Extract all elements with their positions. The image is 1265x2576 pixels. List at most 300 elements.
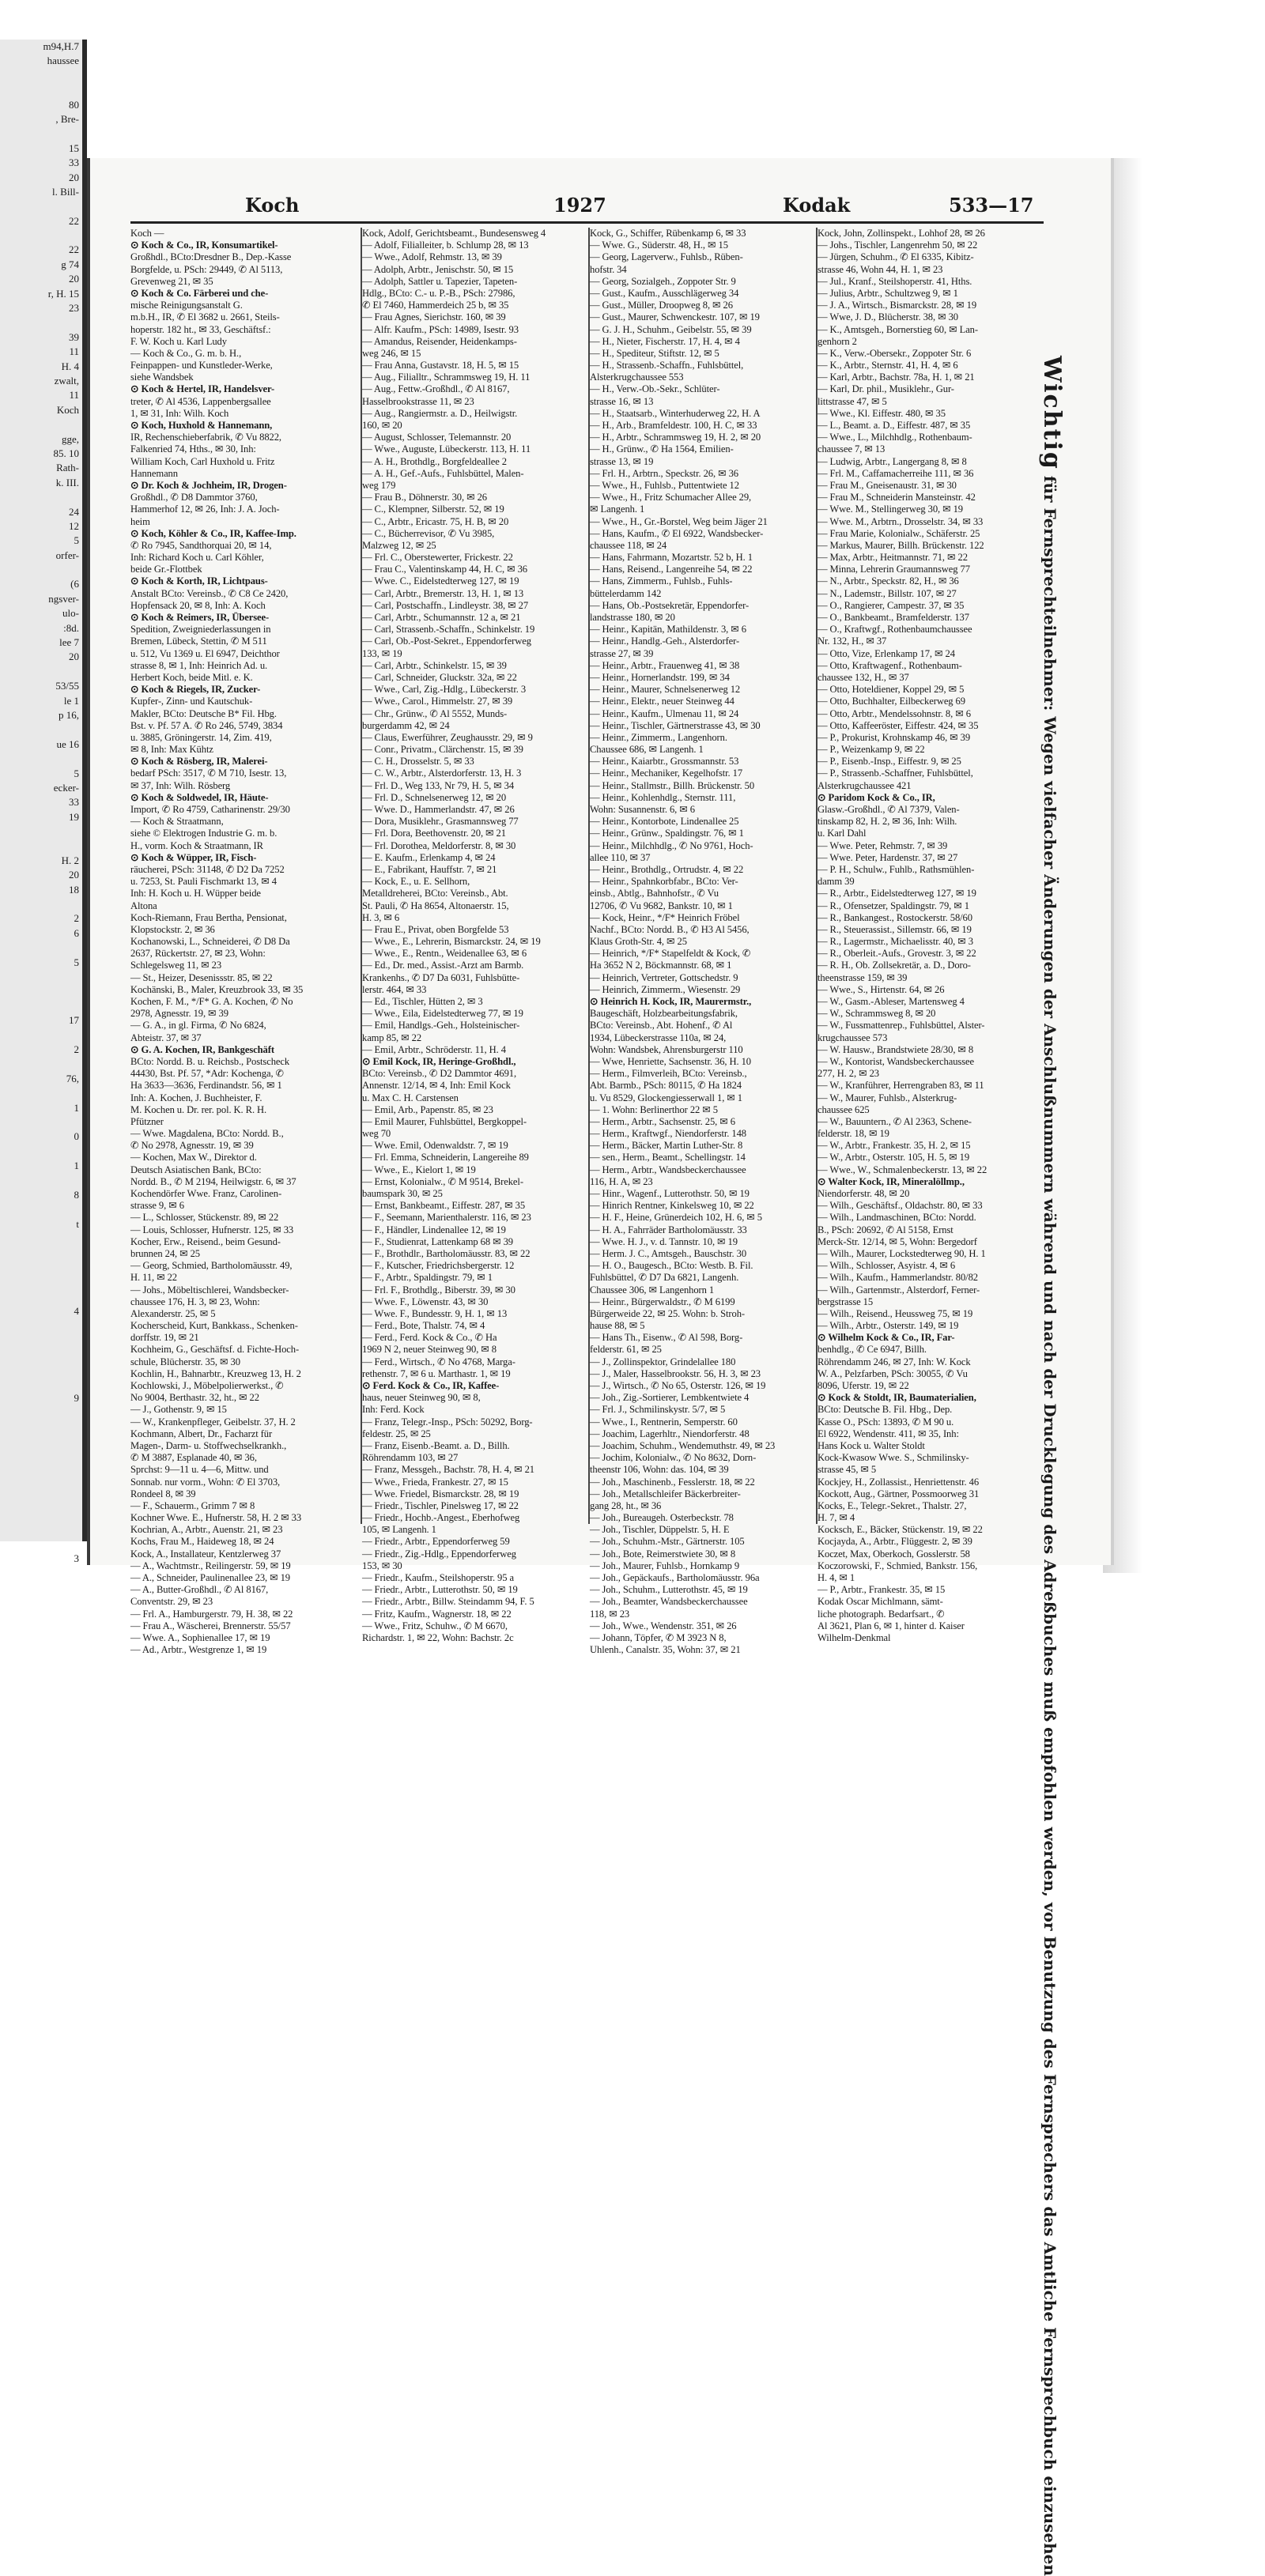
previous-page-line [0,665,82,679]
directory-entry-line: felderstr. 61, ✉ 25 [590,1344,662,1356]
directory-entry-line: — Ernst, Kolonialw., ✆ M 9514, Brekel- [362,1175,523,1187]
directory-entry-line: ⊙ Koch & Rösberg, IR, Malerei- [130,756,268,768]
previous-page-line: 2 [74,912,79,925]
directory-entry-line: — Hans, Fahrmann, Mozartstr. 52 b, H. 1 [590,552,753,564]
directory-entry-line: — Carl, Strassenb.-Schaffn., Schinkelstr. 19 [362,624,535,636]
directory-entry-line: Altona [130,900,157,911]
directory-entry-line: — Heinr., Brothdlg., Ortrudstr. 4, ✉ 22 [590,863,744,875]
directory-entry-line: ✉ Langenh. 1 [590,504,645,515]
previous-page-line: 0 [74,1130,79,1143]
directory-entry-line: ✆ No 2978, Agnesstr. 19, ✉ 39 [130,1140,254,1152]
directory-entry-line: u. 512, Vu 1369 u. El 6947, Deichthor [130,647,280,659]
directory-entry-line: — Wilh., Maurer, Lockstedterweg 90, H. 1 [818,1247,986,1259]
directory-entry-line: 118, ✉ 23 [590,1608,630,1620]
directory-entry-line: Inh: A. Kochen, J. Buchheister, F. [130,1092,262,1103]
directory-entry-line: Malzweg 12, ✉ 25 [362,539,436,551]
directory-entry-line: — Frau Agnes, Sierichstr. 160, ✉ 39 [362,311,506,323]
directory-entry-line: — P., Arbtr., Frankestr. 35, ✉ 15 [818,1584,946,1596]
column-1 [130,228,358,1656]
directory-entry-line: Wohn: Susannenstr. 6, ✉ 6 [590,804,695,815]
directory-entry-line: ⊙ Dr. Koch & Jochheim, IR, Drogen- [130,479,287,491]
previous-page-line: ue 16 [56,737,79,750]
directory-entry-line: BCto: Vereinsb., ✆ D2 Dammtor 4691, [362,1068,517,1080]
directory-entry-line: hofstr. 34 [590,263,627,275]
previous-page-line: ecker- [53,781,79,794]
directory-entry-line: — Kock, Heinr., */F* Heinrich Fröbel [590,911,740,923]
previous-page-line [0,1231,82,1246]
column-4 [818,228,1023,1643]
directory-entry-line: — Aug., Fettw.-Großhdl., ✆ Al 8167, [362,383,510,395]
previous-page-line: 5 [74,534,79,547]
directory-entry-line: — K., Amtsgeh., Bornerstieg 60, ✉ Lan- [818,323,978,335]
directory-entry-line: ⊙ Walter Kock, IR, Mineralöllmp., [818,1175,965,1187]
previous-page-line [0,752,82,766]
directory-entry-line: — Joh., Maurer, Fuhlsb., Hornkamp 9 [590,1560,740,1571]
directory-entry-line: u. 3885, Gröningerstr. 14, Zim. 419, [130,731,272,743]
previous-page-line [0,1275,82,1289]
directory-entry-line: — Friedr., Kaufm., Steilshoperstr. 95 a [362,1572,514,1583]
previous-page-line: 5 [74,956,79,968]
directory-entry-line: — A. H., Brothdlg., Borgfeldeallee 2 [362,455,507,467]
directory-entry-line: — Frau C., Valentinskamp 44, H. C, ✉ 36 [362,564,527,575]
directory-entry-line: Kock, G., Schiffer, Rübenkamp 6, ✉ 33 [590,228,746,239]
directory-entry-line: Koczorowski, F., Schmied, Bankstr. 156, [818,1560,978,1571]
previous-page-line: , Bre- [55,112,79,125]
directory-entry-line: — L., Beamt. a. D., Eiffestr. 487, ✉ 35 [818,420,971,431]
directory-entry-line: Uhlenh., Canalstr. 35, Wohn: 37, ✉ 21 [590,1644,741,1656]
directory-entry-line: ⊙ Wilhelm Kock & Co., IR, Far- [818,1332,955,1344]
directory-entry-line: Hannemann [130,467,178,479]
previous-page-line: ngsver- [48,592,79,605]
previous-page-line [0,941,82,955]
directory-entry-line: 12706, ✆ Vu 9682, Bankstr. 10, ✉ 1 [590,900,733,911]
directory-entry-line: No 9004, Berthastr. 32, ht., ✉ 22 [130,1392,259,1404]
directory-entry-line: rethenstr. 7, ✉ 6 u. Marthastr. 1, ✉ 19 [362,1367,511,1379]
directory-entry-line: — N., Lademstr., Billstr. 107, ✉ 27 [818,587,957,599]
directory-entry-line: schule, Blücherstr. 35, ✉ 30 [130,1356,240,1367]
directory-entry-line: — E., Fabrikant, Hauffstr. 7, ✉ 21 [362,863,497,875]
directory-entry-line: H., vorm. Koch & Straatmann, IR [130,839,263,851]
directory-entry-line: — Hinr., Wagenf., Lutterothstr. 50, ✉ 19 [590,1188,750,1199]
directory-entry-line: Hans Kock u. Walter Stoldt [818,1439,925,1451]
directory-entry-line: Falkenried 74, Hths., ✉ 30, Inh: [130,443,256,455]
directory-entry-line: — R., Ofensetzer, Spaldingstr. 79, ✉ 1 [818,900,969,911]
directory-entry-line: — W., Maurer, Fuhlsb., Alsterkrug- [818,1092,957,1103]
directory-entry-line: — Wwe. Magdalena, BCto: Nordd. B., [130,1128,284,1140]
directory-entry-line: — F., Arbtr., Spaldingstr. 79, ✉ 1 [362,1272,493,1284]
previous-page-line [0,1145,82,1159]
previous-page-line: 33 [69,796,79,809]
previous-page-line: l. Bill- [52,185,79,198]
directory-entry-line: — Ludwig, Arbtr., Langergang 8, ✉ 8 [818,455,967,467]
directory-entry-line: — Wwe. M., Stellingerweg 30, ✉ 19 [818,504,964,515]
directory-entry-line: — Aug., Filialltr., Schrammsweg 19, H. 11 [362,372,531,383]
directory-entry-line: El 6922, Wendenstr. 411, ✉ 35, Inh: [818,1428,959,1439]
directory-entry-line: — F., Seemann, Marienthalerstr. 116, ✉ 23 [362,1212,531,1224]
previous-page-line [0,1290,82,1304]
directory-entry-line: — Dora, Musiklehr., Grasmannsweg 77 [362,816,519,828]
directory-entry-line: — Aug., Rangiermstr. a. D., Heilwigstr. [362,407,518,419]
directory-entry-line: — Frl. M., Caffamacherreihe 111, ✉ 36 [818,467,974,479]
directory-entry-line: 2978, Agnesstr. 19, ✉ 39 [130,1008,228,1020]
directory-entry-line: ✉ 8, Inh: Max Kühtz [130,744,213,756]
directory-entry-line: einsb., Abtlg., Bahnhofstr., ✆ Vu [590,888,719,900]
directory-entry-line: strasse 13, ✉ 19 [590,455,654,467]
directory-entry-line: — Wwe., Adolf, Rehmstr. 13, ✉ 39 [362,251,502,263]
directory-entry-line: — G. J. H., Schuhm., Geibelstr. 55, ✉ 39 [590,323,752,335]
directory-entry-line: — Carl, Ob.-Post-Sekret., Eppendorferweg [362,636,531,647]
directory-entry-line: Inh: Richard Koch u. Carl Köhler, [130,552,264,564]
directory-entry-line: chaussee 625 [818,1103,870,1115]
directory-entry-line: 116, H. A, ✉ 23 [590,1175,653,1187]
directory-entry-line: — Wwe., Kl. Eiffestr. 480, ✉ 35 [818,407,946,419]
directory-entry-line: Wilhelm-Denkmal [818,1631,891,1643]
previous-page-line [0,1479,82,1493]
previous-page-line [0,199,82,213]
directory-entry-line: Kochs, Frau M., Haideweg 18, ✉ 24 [130,1536,274,1548]
directory-entry-line: — F., Kutscher, Friedrichsbergerstr. 12 [362,1260,515,1272]
previous-page-line: 9 [74,1392,79,1405]
directory-entry-line: strasse 27, ✉ 39 [590,647,654,659]
directory-entry-line: krugchaussee 573 [818,1032,888,1043]
directory-entry-line: chaussee 7, ✉ 13 [818,443,886,455]
directory-entry-line: Import, ✆ Ro 4759, Catharinenstr. 29/30 [130,804,290,815]
directory-entry-line: — Hans, Ob.-Postsekretär, Eppendorfer- [590,599,750,611]
directory-entry-line: — R., Lagermstr., Michaelisstr. 40, ✉ 3 [818,936,973,948]
previous-page-line: 20 [69,273,79,285]
directory-entry-line: — H., Strassenb.-Schaffn., Fuhlsbüttel, [590,360,744,372]
directory-entry-line: damm 39 [818,876,855,888]
previous-page-line: :8d. [63,621,79,634]
directory-entry-line: — Louis, Schlosser, Hufnerstr. 125, ✉ 33 [130,1224,294,1235]
previous-page-line [0,1435,82,1450]
previous-page-line: 12 [69,519,79,532]
directory-entry-line: 8096, Uferstr. 19, ✉ 22 [818,1380,909,1391]
directory-entry-line: Richardstr. 1, ✉ 22, Wohn: Bachstr. 2c [362,1631,514,1643]
directory-entry-line: — Ad., Arbtr., Westgrenze 1, ✉ 19 [130,1644,267,1656]
directory-entry-line: — Wilh., Arbtr., Osterstr. 149, ✉ 19 [818,1320,959,1332]
directory-entry-line: ⊙ Ferd. Kock & Co., IR, Kaffee- [362,1380,500,1391]
directory-entry-line: — Frau M., Gneisenaustr. 31, ✉ 30 [818,479,957,491]
directory-entry-line: ⊙ Koch & Korth, IR, Lichtpaus- [130,575,268,587]
directory-entry-line: Chaussee 306, ✉ Langenhorn 1 [590,1284,715,1296]
directory-entry-line: — Frl. A., Hamburgerstr. 79, H. 38, ✉ 22 [130,1608,293,1620]
previous-page-line: 22 [69,243,79,256]
directory-entry-line: — W., Schrammsweg 8, ✉ 20 [818,1008,936,1020]
directory-entry-line: — Frl. D., Schnelsenerweg 12, ✉ 20 [362,791,507,803]
directory-entry-line: — Georg, Lagerverw., Fuhlsb., Rüben- [590,251,743,263]
directory-entry-line: — H., Nieter, Fischerstr. 17, H. 4, ✉ 4 [590,335,740,347]
directory-entry-line: — Markus, Maurer, Billh. Brückenstr. 122 [818,539,984,551]
directory-entry-line: — Heinr., Spahnkorbfabr., BCto: Ver- [590,876,738,888]
directory-entry-line: — J. A., Wirtsch., Bismarckstr. 28, ✉ 19 [818,300,977,311]
directory-entry-line: Hasselbrookstrasse 11, ✉ 23 [362,395,474,407]
directory-entry-line: Inh: H. Koch u. H. Wüpper beide [130,888,261,900]
directory-entry-line: — Wwe., E., Kielort 1, ✉ 19 [362,1164,476,1175]
directory-entry-line: — H., Staatsarb., Winterhuderweg 22, H. A [590,407,761,419]
directory-entry-line: 44430, Bst. Pf. 57, *Adr: Kochenga, ✆ [130,1068,284,1080]
previous-page-line: H. 2 [61,854,79,866]
previous-page-line: 3 [74,1552,79,1564]
directory-entry-line: — O., Rangierer, Campestr. 37, ✉ 35 [818,599,965,611]
directory-entry-line: Koch-Riemann, Frau Bertha, Pensionat, [130,911,287,923]
previous-page-line [0,1173,82,1187]
previous-page-line [0,1420,82,1435]
directory-entry-line: — Emil, Handlgs.-Geh., Holsteinischer- [362,1020,520,1032]
previous-page-line: le 1 [63,694,79,707]
directory-entry-line: u. Karl Dahl [818,828,867,839]
directory-entry-line: — Claus, Ewerführer, Zeughausstr. 29, ✉ 9 [362,731,533,743]
directory-entry-line: — W. Hausw., Brandstwiete 28/30, ✉ 8 [818,1043,974,1055]
directory-entry-line: bedarf PSch: 3517, ✆ M 710, Isestr. 13, [130,768,287,779]
previous-page-line: lee 7 [59,636,79,649]
directory-entry-line: — Friedr., Hochb.-Angest., Eberhofweg [362,1512,520,1524]
directory-entry-line: — Frl. J., Schmilinskystr. 5/7, ✉ 5 [590,1404,726,1416]
previous-page-line [0,722,82,737]
directory-entry-line: — Kock, E., u. E. Sellhorn, [362,876,470,888]
directory-entry-line: — Johs., Möbeltischlerei, Wandsbecker- [130,1284,289,1296]
directory-entry-line: — W., Kontorist, Wandsbeckerchaussee [818,1055,975,1067]
directory-entry-line: Alexanderstr. 25, ✉ 5 [130,1307,216,1319]
directory-entry-line: felderstr. 18, ✉ 19 [818,1128,889,1140]
directory-entry-line: — Heinrich, Vertreter, Gottschedstr. 9 [590,971,738,983]
directory-entry-line: chaussee 132, H., ✉ 37 [818,671,909,683]
directory-entry-line: — Herm., Filmverleih, BCto: Vereinsb., [590,1068,747,1080]
directory-entry-line: Rondeel 8, ✉ 39 [130,1488,196,1499]
directory-entry-line: — Wwe. C., Eidelstedterweg 127, ✉ 19 [362,575,519,587]
directory-entry-line: Bürgerweide 22, ✉ 25. Wohn: b. Stroh- [590,1307,746,1319]
directory-entry-line: — Joh., Maschinenb., Fesslerstr. 18, ✉ 22 [590,1476,755,1488]
directory-entry-line: — Heinr., Bürgerwaldstr., ✆ M 6199 [590,1296,735,1307]
previous-page-line [0,1246,82,1260]
directory-entry-line: — W., Bauuntern., ✆ Al 2363, Schene- [818,1115,972,1127]
directory-entry-line: — Jochim, Kolonialw., ✆ No 8632, Dorn- [590,1452,757,1464]
directory-entry-line: Hopfensack 20, ✉ 8, Inh: A. Koch [130,599,266,611]
directory-entry-line: — P. H., Schulw., Fuhlb., Rathsmühlen- [818,863,975,875]
previous-page-line: 20 [69,651,79,663]
directory-entry-line: ⊙ Koch, Köhler & Co., IR, Kaffee-Imp. [130,527,296,539]
directory-entry-line: 160, ✉ 20 [362,420,402,431]
directory-entry-line: — Ed., Dr. med., Assist.-Arzt am Barmb. [362,960,524,971]
directory-entry-line: Al 3621, Plan 6, ✉ 1, hinter d. Kaiser [818,1620,965,1631]
directory-entry-line: — Heinr., Kapitän, Mathildenstr. 3, ✉ 6 [590,624,746,636]
directory-entry-line: Klopstockstr. 2, ✉ 36 [130,923,215,935]
directory-entry-line: Pfützner [130,1115,164,1127]
directory-entry-line: — Carl, Postschaffn., Lindleystr. 38, ✉ 27 [362,599,529,611]
previous-page-line: p 16, [59,708,79,721]
directory-entry-line: — H., Grünw., ✆ Ha 1564, Emilien- [590,443,734,455]
directory-entry-line: Merck-Str. 12/14, ✉ 5, Wohn: Bergedorf [818,1235,977,1247]
previous-page-line: 23 [69,302,79,315]
directory-entry-line: Ha 3633—3636, Ferdinandstr. 56, ✉ 1 [130,1080,282,1092]
directory-entry-line: — Emil Maurer, Fuhlsbüttel, Bergkoppel- [362,1115,527,1127]
directory-entry-line: littstrasse 47, ✉ 5 [818,395,887,407]
directory-entry-line: — H., Arbtr., Schrammsweg 19, H. 2, ✉ 20 [590,432,761,443]
directory-entry-line: Abteistr. 37, ✉ 37 [130,1032,202,1043]
directory-entry-line: — Adolph, Arbtr., Jenischstr. 50, ✉ 15 [362,263,514,275]
directory-entry-line: weg 179 [362,479,396,491]
previous-page-line [0,1202,82,1216]
previous-page-line: 33 [69,157,79,169]
directory-entry-line: haus, neuer Steinweg 90, ✉ 8, [362,1392,481,1404]
directory-entry-line: — H. O., Baugesch., BCto: Westb. B. Fil. [590,1260,753,1272]
directory-entry-line: — R., Arbtr., Eidelstedterweg 127, ✉ 19 [818,888,976,900]
directory-entry-line: 133, ✉ 19 [362,647,402,659]
page-header [134,194,1044,217]
directory-entry-line: Metalldreherei, BCto: Vereinsb., Abt. [362,888,508,900]
directory-entry-line: weg 246, ✉ 15 [362,347,421,359]
directory-entry-line: — P., Weizenkamp 9, ✉ 22 [818,744,925,756]
directory-entry-line: gang 28, ht., ✉ 36 [590,1499,662,1511]
directory-entry-line: ✆ M 3887, Esplanade 40, ✉ 36, [130,1452,257,1464]
directory-entry-line: — Heinr., Arbtr., Frauenweg 41, ✉ 38 [590,659,740,671]
directory-entry-line: — Franz, Telegr.-Insp., PSch: 50292, Borg- [362,1416,533,1428]
previous-page-line [0,1333,82,1348]
directory-entry-line: — Emil, Arb., Papenstr. 85, ✉ 23 [362,1103,493,1115]
directory-entry-line: William Koch, Carl Huxhold u. Fritz [130,455,275,467]
directory-entry-line: Bremen, Lübeck, Stettin, ✆ M 511 [130,636,267,647]
directory-entry-line: — H., Verw.-Ob.-Sekr., Schlüter- [590,383,720,395]
directory-entry-line: bergstrasse 15 [818,1296,874,1307]
directory-entry-line: — Hans, Reisend., Langenreihe 54, ✉ 22 [590,564,753,575]
directory-entry-line: — Wwe., L., Milchhdlg., Rothenbaum- [818,432,972,443]
directory-entry-line: — Wilh., Schlosser, Asyistr. 4, ✉ 6 [818,1260,956,1272]
directory-entry-line: — Ferd., Wirtsch., ✆ No 4768, Marga- [362,1356,515,1367]
directory-entry-line: u. Vu 8529, Glockengiesserwall 1, ✉ 1 [590,1092,742,1103]
directory-entry-line: strasse 45, ✉ 5 [818,1464,877,1476]
previous-page-line: 22 [69,214,79,227]
directory-entry-line: chaussee 118, ✉ 24 [590,539,667,551]
directory-entry-line: Wohn: Wandsbek, Ahrensburgerstr 110 [590,1043,743,1055]
directory-entry-line: 1, ✉ 31, Inh: Wilh. Koch [130,407,229,419]
directory-entry-line: — P., Prokurist, Krohnskamp 46, ✉ 39 [818,731,971,743]
directory-entry-line: — Wwe., Carol., Himmelstr. 27, ✉ 39 [362,696,513,707]
directory-entry-line: Kockott, Aug., Gärtner, Possmoorweg 31 [818,1488,980,1499]
previous-page-edge [0,40,87,1564]
directory-entry-line: Deutsch Asiatischen Bank, BCto: [130,1164,262,1175]
directory-entry-line: Spedition, Zweigniederlassungen in [130,624,271,636]
directory-entry-line: Annenstr. 12/14, ✉ 4, Inh: Emil Kock [362,1080,511,1092]
directory-entry-line: — Emil, Arbtr., Schröderstr. 11, H. 4 [362,1043,506,1055]
directory-entry-line: — Carl, Arbtr., Schinkelstr. 15, ✉ 39 [362,659,507,671]
previous-page-line: orfer- [55,549,79,561]
column-divider [588,228,590,1524]
directory-entry-line: Herbert Koch, beide Mitl. e. K. [130,671,253,683]
directory-entry-line: — Gust., Maurer, Schwenckestr. 107, ✉ 19 [590,311,760,323]
previous-page-line: Rath- [56,462,79,474]
directory-entry-line: — Wwe. Peter, Hardenstr. 37, ✉ 27 [818,851,958,863]
column-divider [816,228,818,1524]
directory-entry-line: — Otto, Buchhalter, Eilbeckerweg 69 [818,696,965,707]
directory-entry-line: — Hans Th., Eisenw., ✆ Al 598, Borg- [590,1332,743,1344]
previous-page-line: zwalt, [54,374,79,387]
directory-entry-line: — Carl, Arbtr., Bremerstr. 13, H. 1, ✉ 13 [362,587,524,599]
directory-entry-line: — K., Verw.-Obersekr., Zoppoter Str. 6 [818,347,972,359]
directory-entry-line: — Herm., Arbtr., Sachsenstr. 25, ✉ 6 [590,1115,735,1127]
previous-page-line: Koch [56,403,79,416]
directory-entry-line: — Joh., Bote, Reimerstwiete 30, ✉ 8 [590,1548,736,1560]
directory-entry-line: — St., Heizer, Desenissstr. 85, ✉ 22 [130,971,273,983]
directory-entry-line: — Wwe. M., Arbtrn., Drosselstr. 34, ✉ 33 [818,515,984,527]
directory-entry-line: — Heinr., Mechaniker, Kegelhofstr. 17 [590,768,743,779]
directory-entry-line: kamp 85, ✉ 22 [362,1032,422,1043]
directory-entry-line: — Hans, Kaufm., ✆ El 6922, Wandsbecker- [590,527,764,539]
directory-entry-line: — E. Kaufm., Erlenkamp 4, ✉ 24 [362,851,496,863]
directory-entry-line: Kockjey, H., Zollassist., Henriettenstr. 46 [818,1476,980,1488]
directory-entry-line: — Friedr., Arbtr., Lutterothstr. 50, ✉ 19 [362,1584,518,1596]
directory-entry-line: — Wwe. Peter, Rehmstr. 7, ✉ 39 [818,839,948,851]
directory-entry-line: — Carl, Schneider, Gluckstr. 32a, ✉ 22 [362,671,517,683]
directory-entry-line: — Jul., Kranf., Steilshoperstr. 41, Hths. [818,275,972,287]
directory-entry-line: Kupfer-, Zinn- und Kautschuk- [130,696,253,707]
directory-entry-line: — R., Oberleit.-Aufs., Grovestr. 3, ✉ 22 [818,948,976,960]
directory-entry-line: — Heinr., Hornerlandstr. 199, ✉ 34 [590,671,730,683]
previous-page-line: 1 [74,1160,79,1172]
directory-entry-line: u. 7253, St. Pauli Fischmarkt 13, ✉ 4 [130,876,277,888]
directory-entry-line: hoperstr. 182 ht., ✉ 33, Geschäftsf.: [130,323,271,335]
previous-page-line: 39 [69,330,79,343]
directory-entry-line: benhdlg., ✆ Ce 6947, Billh. [818,1344,927,1356]
directory-entry-line: Hammerhof 12, ✉ 26, Inh: J. A. Joch- [130,504,280,515]
previous-page-line: 2 [74,1043,79,1055]
previous-page-line [0,417,82,432]
directory-entry-line: Hdlg., BCto: C.- u. P.-B., PSch: 27986, [362,287,515,299]
directory-entry-line: — Joachim, Lagerhltr., Niendorferstr. 48 [590,1428,750,1439]
directory-entry-line: — Wwe, Henriette, Sachsenstr. 36, H. 10 [590,1055,751,1067]
directory-entry-line: strasse 16, ✉ 13 [590,395,654,407]
directory-entry-line: m.b.H., IR, ✆ El 3682 u. 2661, Steils- [130,311,280,323]
directory-entry-line: — Heinr., Stallmstr., Billh. Brückenstr. 50 [590,779,755,791]
directory-entry-line: — Heinr., Elektr., neuer Steinweg 44 [590,696,734,707]
directory-entry-line: — C., Bücherrevisor, ✆ Vu 3985, [362,527,495,539]
directory-entry-line: — Wwe. F., Bundesstr. 9, H. 1, ✉ 13 [362,1307,508,1319]
directory-entry-line: ⊙ Koch & Riegels, IR, Zucker- [130,684,261,696]
directory-entry-line: St. Pauli, ✆ Ha 8654, Altonaerstr. 15, [362,900,509,911]
directory-entry-line: strasse 8, ✉ 1, Inh: Heinrich Ad. u. [130,659,268,671]
directory-entry-line: — H. A., Fahrräder Bartholomäusstr. 33 [590,1224,747,1235]
directory-entry-line: Abt. Barmb., PSch: 80115, ✆ Ha 1824 [590,1080,742,1092]
directory-entry-line: — Chr., Grünw., ✆ Al 5552, Munds- [362,707,508,719]
directory-entry-line: — O., Bankbeamt., Bramfelderstr. 137 [818,612,969,623]
directory-entry-line: — Franz, Messgeh., Bachstr. 78, H. 4, ✉ 21 [362,1464,534,1476]
directory-entry-line: Alsterkrugchaussee 421 [818,779,912,791]
directory-entry-line: — W., Arbtr., Osterstr. 105, H. 5, ✉ 19 [818,1152,970,1164]
directory-entry-line: — A., Butter-Großhdl., ✆ Al 8167, [130,1584,269,1596]
directory-entry-line: — Franz, Eisenb.-Beamt. a. D., Billh. [362,1439,510,1451]
directory-entry-line: burgerdamm 42, ✉ 24 [362,719,450,731]
directory-entry-line: Borgfelde, u. PSch: 29449, ✆ Al 5113, [130,263,283,275]
directory-entry-line: ⊙ Heinrich H. Kock, IR, Maurermstr., [590,996,752,1007]
directory-entry-line: — Joh., Tischler, Düppelstr. 5, H. E [590,1524,730,1536]
directory-entry-line: — Heinr., Handlg.-Geh., Alsterdorfer- [590,636,740,647]
directory-entry-line: büttelerdamm 142 [590,587,662,599]
directory-entry-line: — Koch & Co., G. m. b. H., [130,347,242,359]
directory-entry-line: Großhdl., BCto:Dresdner B., Dep.-Kasse [130,251,292,263]
previous-page-line: 80 [69,98,79,111]
directory-entry-line: — Frl. Emma, Schneiderin, Langereihe 89 [362,1152,529,1164]
directory-entry-line: — Joh., Schuhm.-Mstr., Gärtnerstr. 105 [590,1536,745,1548]
directory-entry-line: Feinpappen- und Kunstleder-Werke, [130,360,273,372]
previous-page-line: 18 [69,883,79,896]
previous-page-line [0,1507,82,1522]
directory-entry-line: 2637, Rückertstr. 27, ✉ 23, Wohn: [130,948,266,960]
previous-page-line: g 74 [61,258,79,270]
directory-entry-line: — Otto, Arbtr., Mendelssohnstr. 8, ✉ 6 [818,707,971,719]
directory-entry-line: M. Kochen u. Dr. rer. pol. K. R. H. [130,1103,267,1115]
directory-entry-line: Kocherscheid, Kurt, Bankkass., Schenken- [130,1320,298,1332]
directory-entry-line: — Wwe., I., Rentnerin, Semperstr. 60 [590,1416,738,1428]
directory-entry-line: Bst. v. Pf. 57 A. ✆ Ro 246, 5749, 3834 [130,719,283,731]
